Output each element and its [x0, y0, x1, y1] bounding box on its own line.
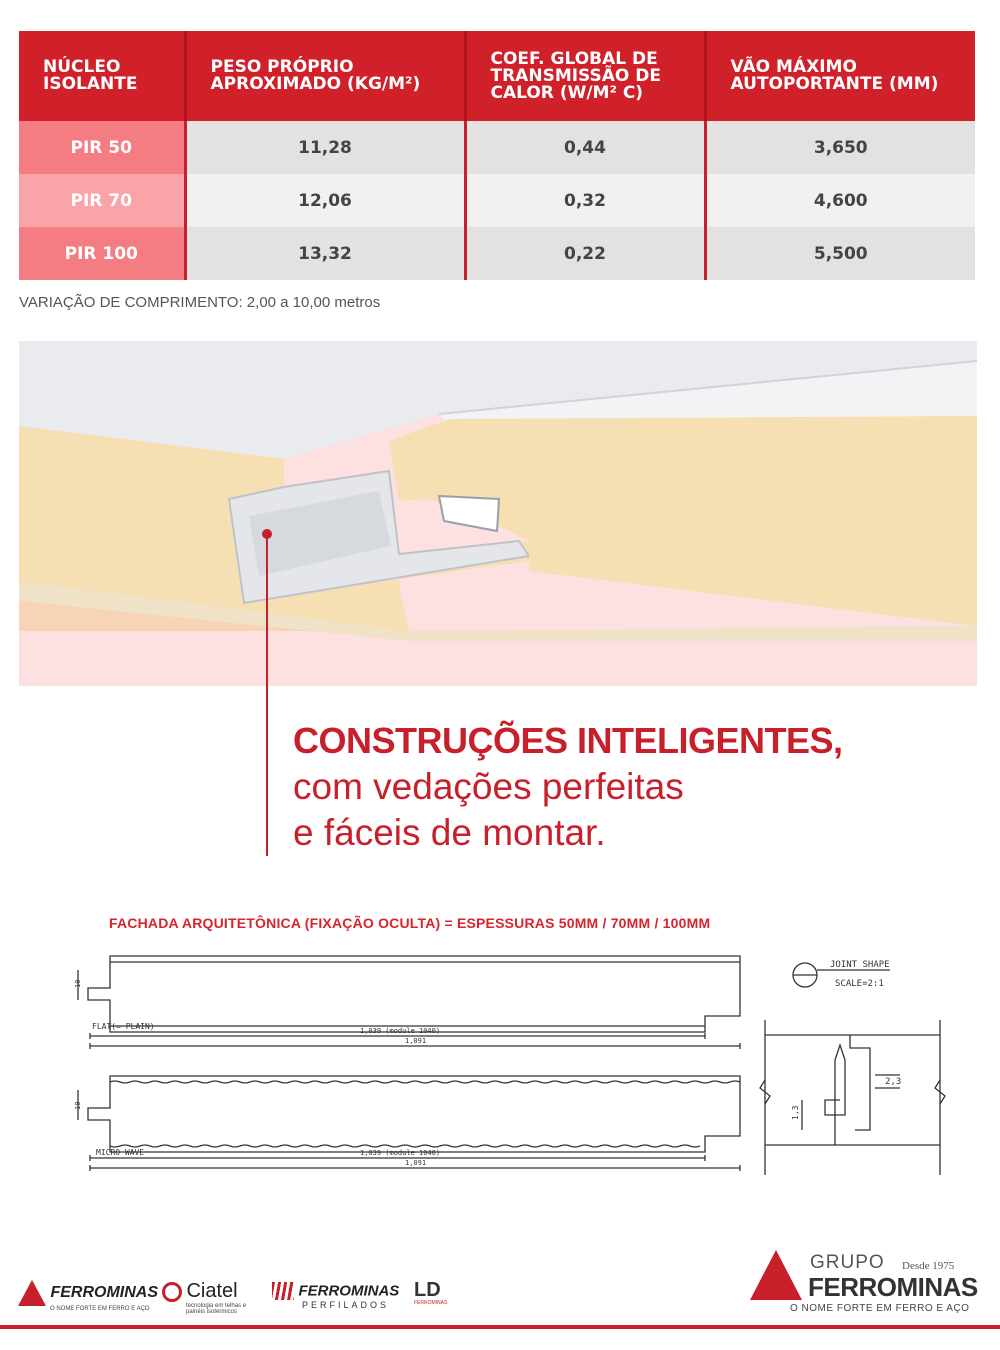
joint-dim-b: 1,3	[791, 1105, 800, 1120]
ciatel-logo-icon	[162, 1282, 182, 1302]
brand-name: Ciatel	[186, 1280, 238, 1302]
perfilados-logo-icon	[272, 1282, 294, 1300]
panel1-module-dim: 1,039 (module 1040)	[360, 1027, 441, 1035]
technical-drawing	[60, 940, 960, 1200]
footer-rule	[0, 1325, 1000, 1329]
cell-span: 4,600	[705, 174, 975, 227]
panel1-label: FLAT(= PLAIN)	[92, 1022, 155, 1031]
headline-line-2: com vedações perfeitas	[293, 766, 684, 807]
cell-core: PIR 50	[19, 121, 185, 174]
group-name: FERROMINAS	[808, 1272, 978, 1302]
table-row	[19, 121, 975, 174]
header-coef: COEF. GLOBAL DE TRANSMISSÃO DE CALOR (W/M² C)	[465, 31, 705, 121]
cell-span: 3,650	[705, 121, 975, 174]
headline	[293, 718, 973, 856]
spec-table	[19, 31, 975, 280]
cell-core: PIR 70	[19, 174, 185, 227]
cell-weight: 11,28	[185, 121, 465, 174]
group-since: Desde 1975	[902, 1260, 955, 1272]
cell-core: PIR 100	[19, 227, 185, 280]
panel2-thickness-dim: 10	[74, 1101, 82, 1110]
header-span: VÃO MÁXIMO AUTOPORTANTE (MM)	[705, 31, 975, 121]
cell-coef: 0,22	[465, 227, 705, 280]
table-row	[19, 174, 975, 227]
panel2-label: MICRO WAVE	[96, 1148, 145, 1157]
callout-line	[266, 534, 268, 856]
headline-main: CONSTRUÇÕES INTELIGENTES,	[293, 720, 843, 761]
cell-weight: 13,32	[185, 227, 465, 280]
brand-ciatel	[162, 1280, 256, 1315]
group-tagline: O NOME FORTE EM FERRO E AÇO	[790, 1303, 970, 1314]
panel2-total-dim: 1,091	[405, 1159, 427, 1167]
drawing-title: FACHADA ARQUITETÔNICA (FIXAÇÃO OCULTA) = ESPESSURAS 50MM / 70MM / 100MM	[109, 915, 711, 931]
brand-ld	[414, 1280, 447, 1306]
header-weight: PESO PRÓPRIO APROXIMADO (KG/M²)	[185, 31, 465, 121]
panel2-module-dim: 1,039 (module 1040)	[360, 1149, 441, 1157]
cell-weight: 12,06	[185, 174, 465, 227]
brand-tagline: tecnologia em telhas e painéis isotérmicos	[186, 1303, 247, 1315]
brand-grupo-ferrominas	[750, 1250, 980, 1316]
table-header-row	[19, 31, 975, 121]
panel-illustration	[19, 341, 977, 686]
brand-name: FERROMINAS	[50, 1284, 159, 1301]
brand-ferrominas-perfilados	[272, 1282, 399, 1310]
cell-coef: 0,32	[465, 174, 705, 227]
group-prefix: GRUPO	[810, 1252, 885, 1273]
brand-tagline: O NOME FORTE EM FERRO E AÇO	[50, 1306, 150, 1312]
header-core: NÚCLEO ISOLANTE	[19, 31, 185, 121]
scale-label: SCALE=2:1	[835, 979, 884, 989]
table-row	[19, 227, 975, 280]
panel1-total-dim: 1,091	[405, 1037, 427, 1045]
ferrominas-logo-icon	[18, 1280, 46, 1306]
callout-dot	[262, 529, 272, 539]
brand-name: LD	[414, 1279, 441, 1301]
headline-line-3: e fáceis de montar.	[293, 812, 606, 853]
cell-span: 5,500	[705, 227, 975, 280]
cell-coef: 0,44	[465, 121, 705, 174]
brand-ferrominas	[18, 1280, 158, 1312]
length-note: VARIAÇÃO DE COMPRIMENTO: 2,00 a 10,00 metros	[19, 294, 381, 311]
brand-name: FERROMINAS	[298, 1282, 400, 1300]
grupo-ferrominas-logo-icon	[750, 1250, 802, 1300]
brand-tagline: FERROMINAS	[414, 1300, 448, 1306]
joint-dim-a: 2,3	[885, 1077, 902, 1087]
joint-shape-label: JOINT SHAPE	[830, 960, 890, 970]
panel1-thickness-dim: 10	[74, 979, 82, 988]
brand-tagline: PERFILADOS	[302, 1300, 390, 1311]
